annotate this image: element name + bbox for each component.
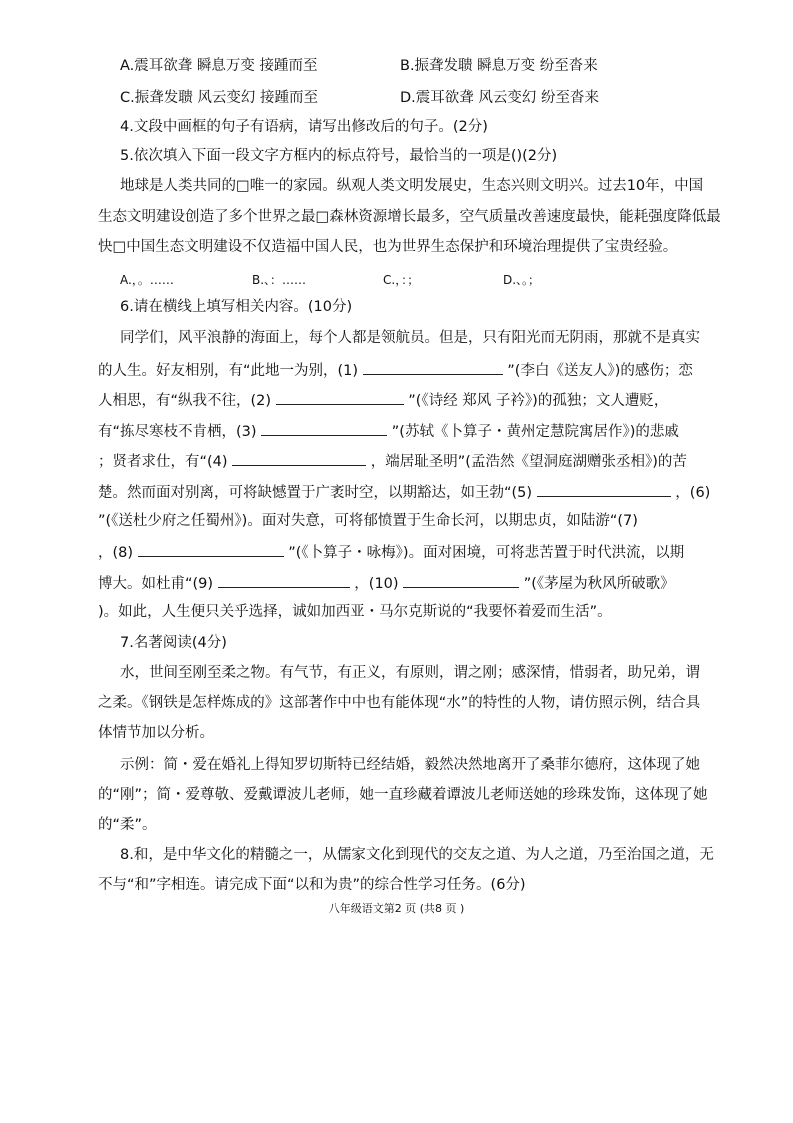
- q7-passage-line-1: 水，世间至刚至柔之物。有气节，有正义，有原则，谓之刚；感深情，惜弱者，助兄弟，谓: [120, 665, 700, 681]
- q5-option-b: B.、：……: [252, 273, 307, 287]
- q3-option-b: B.振聋发聩 瞬息万变 纷至沓来: [400, 58, 598, 74]
- answer-blank-1[interactable]: [363, 359, 503, 375]
- q6-line-2-source: ”(李白《送友人》)的感伤；恋: [507, 363, 693, 379]
- q5-option-a: A.，。……: [120, 273, 174, 287]
- q6-line-6: [98, 481, 710, 503]
- q6-line-6-label: ，(6): [675, 485, 711, 501]
- q6-line-8-source: ”(《卜算子・咏梅》)。面对困境，可将悲苦置于时代洪流，以期: [288, 545, 685, 561]
- q6-line-7: ”(《送杜少府之任蜀州》)。面对失意，可将郁愤置于生命长河，以期忠贞，如陆游“(7): [98, 513, 638, 529]
- q6-line-4-source: ”(苏轼《卜算子・黄州定慧院寓居作》)的悲戚: [391, 424, 679, 440]
- answer-blank-9[interactable]: [218, 572, 350, 588]
- q6-line-4: [98, 420, 679, 442]
- page-footer: 八年级语文第2 页 (共8 页 ): [328, 902, 465, 915]
- answer-blank-4[interactable]: [232, 450, 366, 466]
- q6-line-5-text: ；贤者求仕，有“(4): [98, 454, 228, 470]
- answer-blank-5[interactable]: [537, 481, 671, 497]
- q6-line-2: [98, 359, 693, 381]
- q7-passage-line-2: 之柔。《钢铁是怎样炼成的》这部著作中中也有能体现“水”的特性的人物，请仿照示例，结合具: [98, 695, 701, 711]
- q3-option-a: A.震耳欲聋 瞬息万变 接踵而至: [120, 58, 318, 74]
- q6-line-2-text: 的人生。好友相别，有“此地一为别，(1): [98, 363, 359, 379]
- q5-passage-line-1: 地球是人类共同的□唯一的家园。纵观人类文明发展史，生态兴则文明兴。过去10年，中国: [120, 178, 704, 194]
- q5-passage-line-2: 生态文明建设创造了多个世界之最□森林资源增长最多，空气质量改善速度最快，能耗强度降低最: [98, 209, 721, 225]
- q8-question-line-2: 不与“和”字相连。请完成下面“以和为贵”的综合性学习任务。(6分): [98, 877, 526, 893]
- answer-blank-3[interactable]: [261, 420, 387, 436]
- q6-line-3-text: 人相思，有“纵我不往，(2): [98, 393, 272, 409]
- answer-blank-2[interactable]: [276, 389, 404, 405]
- answer-blank-8[interactable]: [138, 541, 284, 557]
- q7-example-line-3: 的“柔”。: [98, 817, 157, 833]
- q6-line-9-source: ”(《茅屋为秋风所破歌》: [523, 576, 675, 592]
- q6-line-1: 同学们，风平浪静的海面上，每个人都是领航员。但是，只有阳光而无阴雨，那就不是真实: [120, 330, 700, 346]
- q5-question: 5.依次填入下面一段文字方框内的标点符号，最恰当的一项是()(2分): [120, 148, 558, 164]
- q6-line-9-text: 博大。如杜甫“(9): [98, 576, 214, 592]
- q5-passage-line-3: 快□中国生态文明建设不仅造福中国人民，也为世界生态保护和环境治理提供了宝贵经验。: [98, 239, 678, 255]
- q6-line-8-label: ，(8): [98, 545, 134, 561]
- q6-line-6-text: 楚。然而面对别离，可将缺憾置于广袤时空，以期豁达，如王勃“(5): [98, 485, 533, 501]
- q6-line-9-label: ，(10): [354, 576, 399, 592]
- q7-question: 7.名著阅读(4分): [120, 635, 227, 651]
- q6-line-10: )。如此，人生便只关乎选择，诚如加西亚・马尔克斯说的“我要怀着爱而生活”。: [98, 604, 612, 620]
- answer-blank-10[interactable]: [403, 572, 519, 588]
- q3-option-c: C.振聋发聩 风云变幻 接踵而至: [120, 90, 318, 106]
- q6-line-9: [98, 572, 675, 594]
- q6-line-5: [98, 450, 687, 472]
- q6-question: 6.请在横线上填写相关内容。(10分): [120, 299, 353, 315]
- q5-option-d: D.、。；: [503, 273, 541, 287]
- q7-example-line-1: 示例：简・爱在婚礼上得知罗切斯特已经结婚，毅然决然地离开了桑菲尔德府，这体现了她: [120, 757, 700, 773]
- q6-line-3-source: ”(《诗经 郑风 子衿》)的孤独；文人遭贬，: [408, 393, 669, 409]
- q6-line-5-source: ，端居耻圣明”(孟浩然《望洞庭湖赠张丞相》)的苦: [370, 454, 687, 470]
- q8-question-line-1: 8.和，是中华文化的精髓之一，从儒家文化到现代的交友之道、为人之道，乃至治国之道，无: [120, 847, 714, 863]
- q7-passage-line-3: 体情节加以分析。: [98, 725, 214, 741]
- q5-option-c: C.，：；: [383, 273, 420, 287]
- q7-example-line-2: 的“刚”；简・爱尊敬、爱戴谭波儿老师，她一直珍藏着谭波儿老师送她的珍珠发饰，这体现了她: [98, 787, 708, 803]
- q6-line-8: [98, 541, 684, 563]
- q4-question: 4.文段中画框的句子有语病，请写出修改后的句子。(2分): [120, 119, 488, 135]
- q3-option-d: D.震耳欲聋 风云变幻 纷至沓来: [400, 90, 599, 106]
- q6-line-4-text: 有“拣尽寒枝不肯栖，(3): [98, 424, 257, 440]
- q6-line-3: [98, 389, 668, 411]
